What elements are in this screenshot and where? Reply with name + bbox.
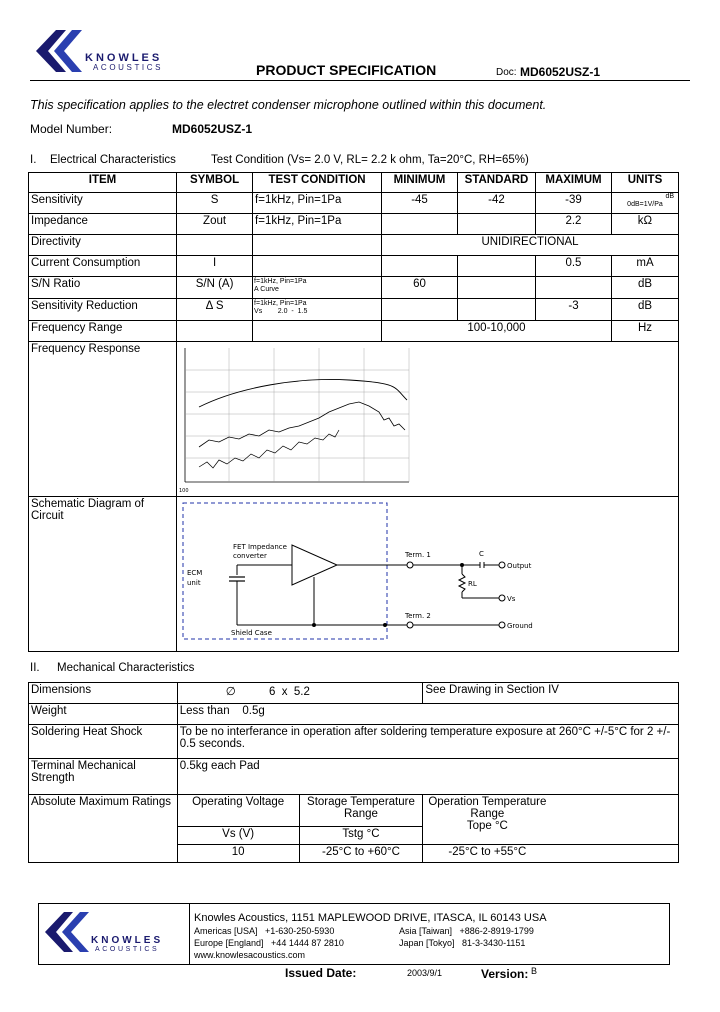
header-divider <box>30 80 690 81</box>
absmax-val3-cell <box>423 845 679 863</box>
row-condition <box>253 277 382 299</box>
issued-label: Issued Date: <box>285 966 357 980</box>
row-condition: f=1kHz, Pin=1Pa <box>253 214 382 235</box>
label-c: C <box>479 550 484 558</box>
header-standard: STANDARD <box>458 173 536 193</box>
row-unit: mA <box>611 256 678 277</box>
footer-logo-chevron-icon <box>43 912 91 952</box>
directivity-value: UNIDIRECTIONAL <box>382 235 679 256</box>
row-item: S/N Ratio <box>29 277 177 299</box>
label-ecm: ECM <box>187 569 203 577</box>
row-max: 0.5 <box>535 256 611 277</box>
label-ground: Ground <box>507 622 533 630</box>
row-min <box>382 299 458 321</box>
row-item: Frequency Range <box>29 321 177 342</box>
label-converter: converter <box>233 552 267 560</box>
cond-line: A Curve <box>254 286 279 293</box>
doc-label: Doc: <box>496 67 517 78</box>
absmax-sym2: Tstg °C <box>299 827 423 845</box>
row-std <box>458 277 536 299</box>
row-symbol: S/N (A) <box>177 277 253 299</box>
footer-divider <box>189 904 190 964</box>
electrical-table <box>28 172 679 652</box>
row-unit: dB <box>611 299 678 321</box>
brand-name: KNOWLES <box>85 52 163 64</box>
row-symbol: S <box>177 193 253 214</box>
mech-label: Terminal Mechanical Strength <box>29 759 178 795</box>
brand-sub: ACOUSTICS <box>93 63 164 72</box>
row-unit <box>611 193 678 214</box>
label-unit: unit <box>187 579 201 587</box>
mech-label: Weight <box>29 704 178 725</box>
row-item: Impedance <box>29 214 177 235</box>
table-row <box>29 214 679 235</box>
label-output: Output <box>507 562 532 570</box>
row-item: Schematic Diagram of Circuit <box>29 497 177 652</box>
table-row <box>29 235 679 256</box>
row-item: Sensitivity Reduction <box>29 299 177 321</box>
frequency-response-graph <box>179 342 479 492</box>
diameter-icon: ∅ <box>225 686 236 698</box>
label-case: Shield Case <box>231 629 272 637</box>
table-row <box>29 725 679 759</box>
freq-response-cell <box>177 342 679 497</box>
schematic-cell <box>177 497 679 652</box>
row-max: -3 <box>535 299 611 321</box>
schematic-frame <box>183 503 387 639</box>
table-row <box>29 795 679 827</box>
row-max <box>535 277 611 299</box>
svg-text:100: 100 <box>179 488 189 492</box>
row-symbol <box>177 321 253 342</box>
row-condition <box>253 299 382 321</box>
solder-value: To be no interferance in operation after soldering temperature exposure at 260°C +/-5°C for 2 +/- 0.5 seconds. <box>177 725 678 759</box>
row-min <box>382 214 458 235</box>
schematic-diagram <box>177 497 672 647</box>
row-condition <box>253 256 382 277</box>
freq-range-value: 100-10,000 <box>382 321 612 342</box>
footer-americas: Americas [USA] +1-630-250-5930 <box>194 926 335 936</box>
table-row <box>29 299 679 321</box>
unit-ref: 0dB=1V/Pa <box>627 201 663 208</box>
footer-web[interactable]: www.knowlesacoustics.com <box>194 950 306 960</box>
row-min: 60 <box>382 277 458 299</box>
table-row <box>29 321 679 342</box>
label-fet: FET Impedance <box>233 543 287 551</box>
header-minimum: MINIMUM <box>382 173 458 193</box>
row-item: Sensitivity <box>29 193 177 214</box>
row-unit: Hz <box>611 321 678 342</box>
terminal-value: 0.5kg each Pad <box>177 759 678 795</box>
table-row <box>29 193 679 214</box>
row-std <box>458 256 536 277</box>
row-item: Directivity <box>29 235 177 256</box>
version-value: B <box>531 966 538 976</box>
row-condition <box>253 235 382 256</box>
absmax-col2: Storage Temperature Range <box>299 795 423 827</box>
absmax-col3-cell <box>423 795 679 845</box>
table-row <box>29 683 679 704</box>
section1-condition: Test Condition (Vs= 2.0 V, RL= 2.2 k ohm, Ta=20°C, RH=65%) <box>211 154 529 166</box>
footer-asia: Asia [Taiwan] +886-2-8919-1799 <box>399 926 534 936</box>
page-title: PRODUCT SPECIFICATION <box>256 62 437 78</box>
label-rl: RL <box>468 580 477 588</box>
issued-value: 2003/9/1 <box>407 968 443 978</box>
absmax-val2: -25°C to +60°C <box>299 845 423 863</box>
row-min <box>382 256 458 277</box>
row-unit: kΩ <box>611 214 678 235</box>
row-item: Current Consumption <box>29 256 177 277</box>
section1-num: I. <box>30 154 37 166</box>
table-row <box>29 497 679 652</box>
row-min: -45 <box>382 193 458 214</box>
row-item: Frequency Response <box>29 342 177 497</box>
row-symbol: Δ S <box>177 299 253 321</box>
footer-brand: KNOWLES <box>91 935 164 946</box>
table-row <box>29 704 679 725</box>
row-symbol <box>177 235 253 256</box>
model-value: MD6052USZ-1 <box>172 122 253 136</box>
table-row <box>29 759 679 795</box>
mech-label: Dimensions <box>29 683 178 704</box>
cond-line: Vs 2.0 - 1.5 <box>254 308 308 315</box>
dimensions-note: See Drawing in Section IV <box>423 683 679 704</box>
footer-europe: Europe [England] +44 1444 87 2810 <box>194 938 344 948</box>
dimensions-value <box>177 683 423 704</box>
doc-number: MD6052USZ-1 <box>520 65 601 79</box>
absmax-sym3: Tope °C <box>466 820 508 832</box>
row-symbol: I <box>177 256 253 277</box>
label-term2: Term. 2 <box>405 612 431 620</box>
section2-title: Mechanical Characteristics <box>57 662 195 674</box>
label-vs: Vs <box>507 595 516 603</box>
row-max: -39 <box>535 193 611 214</box>
header-test-condition: TEST CONDITION <box>253 173 382 193</box>
row-unit: dB <box>611 277 678 299</box>
header-symbol: SYMBOL <box>177 173 253 193</box>
footer-brand-sub: ACOUSTICS <box>95 946 160 953</box>
section1-title: Electrical Characteristics <box>50 154 176 166</box>
absmax-sym1: Vs (V) <box>177 827 299 845</box>
header-units: UNITS <box>611 173 678 193</box>
dimensions-size: 6 x 5.2 <box>268 686 310 698</box>
mech-label: Soldering Heat Shock <box>29 725 178 759</box>
row-max: 2.2 <box>535 214 611 235</box>
model-label: Model Number: <box>30 122 113 136</box>
table-row <box>29 277 679 299</box>
table-row <box>29 342 679 497</box>
footer-address: Knowles Acoustics, 1151 MAPLEWOOD DRIVE, ITASCA, IL 60143 USA <box>194 912 547 924</box>
row-std <box>458 299 536 321</box>
cond-line: f=1kHz, Pin=1Pa <box>254 278 307 285</box>
absmax-val1: 10 <box>177 845 299 863</box>
footer-box <box>38 903 670 965</box>
mechanical-table <box>28 682 679 863</box>
mech-label: Absolute Maximum Ratings <box>29 795 178 863</box>
row-std <box>458 214 536 235</box>
row-std: -42 <box>458 193 536 214</box>
row-symbol: Zout <box>177 214 253 235</box>
absmax-val3: -25°C to +55°C <box>448 846 527 858</box>
logo-chevron-icon <box>34 30 84 72</box>
row-condition <box>253 321 382 342</box>
version-label: Version: <box>481 967 529 981</box>
intro-text: This specification applies to the electret condenser microphone outlined within this document. <box>30 98 547 112</box>
header-maximum: MAXIMUM <box>535 173 611 193</box>
section2-num: II. <box>30 662 40 674</box>
cond-line: f=1kHz, Pin=1Pa <box>254 300 307 307</box>
unit-db: dB <box>665 193 674 200</box>
absmax-col1: Operating Voltage <box>177 795 299 827</box>
table-row <box>29 256 679 277</box>
absmax-col3: Operation Temperature Range <box>428 796 547 820</box>
header-item: ITEM <box>29 173 177 193</box>
row-condition: f=1kHz, Pin=1Pa <box>253 193 382 214</box>
label-term1: Term. 1 <box>405 551 431 559</box>
weight-value: Less than 0.5g <box>177 704 678 725</box>
footer-japan: Japan [Tokyo] 81-3-3430-1151 <box>399 938 526 948</box>
